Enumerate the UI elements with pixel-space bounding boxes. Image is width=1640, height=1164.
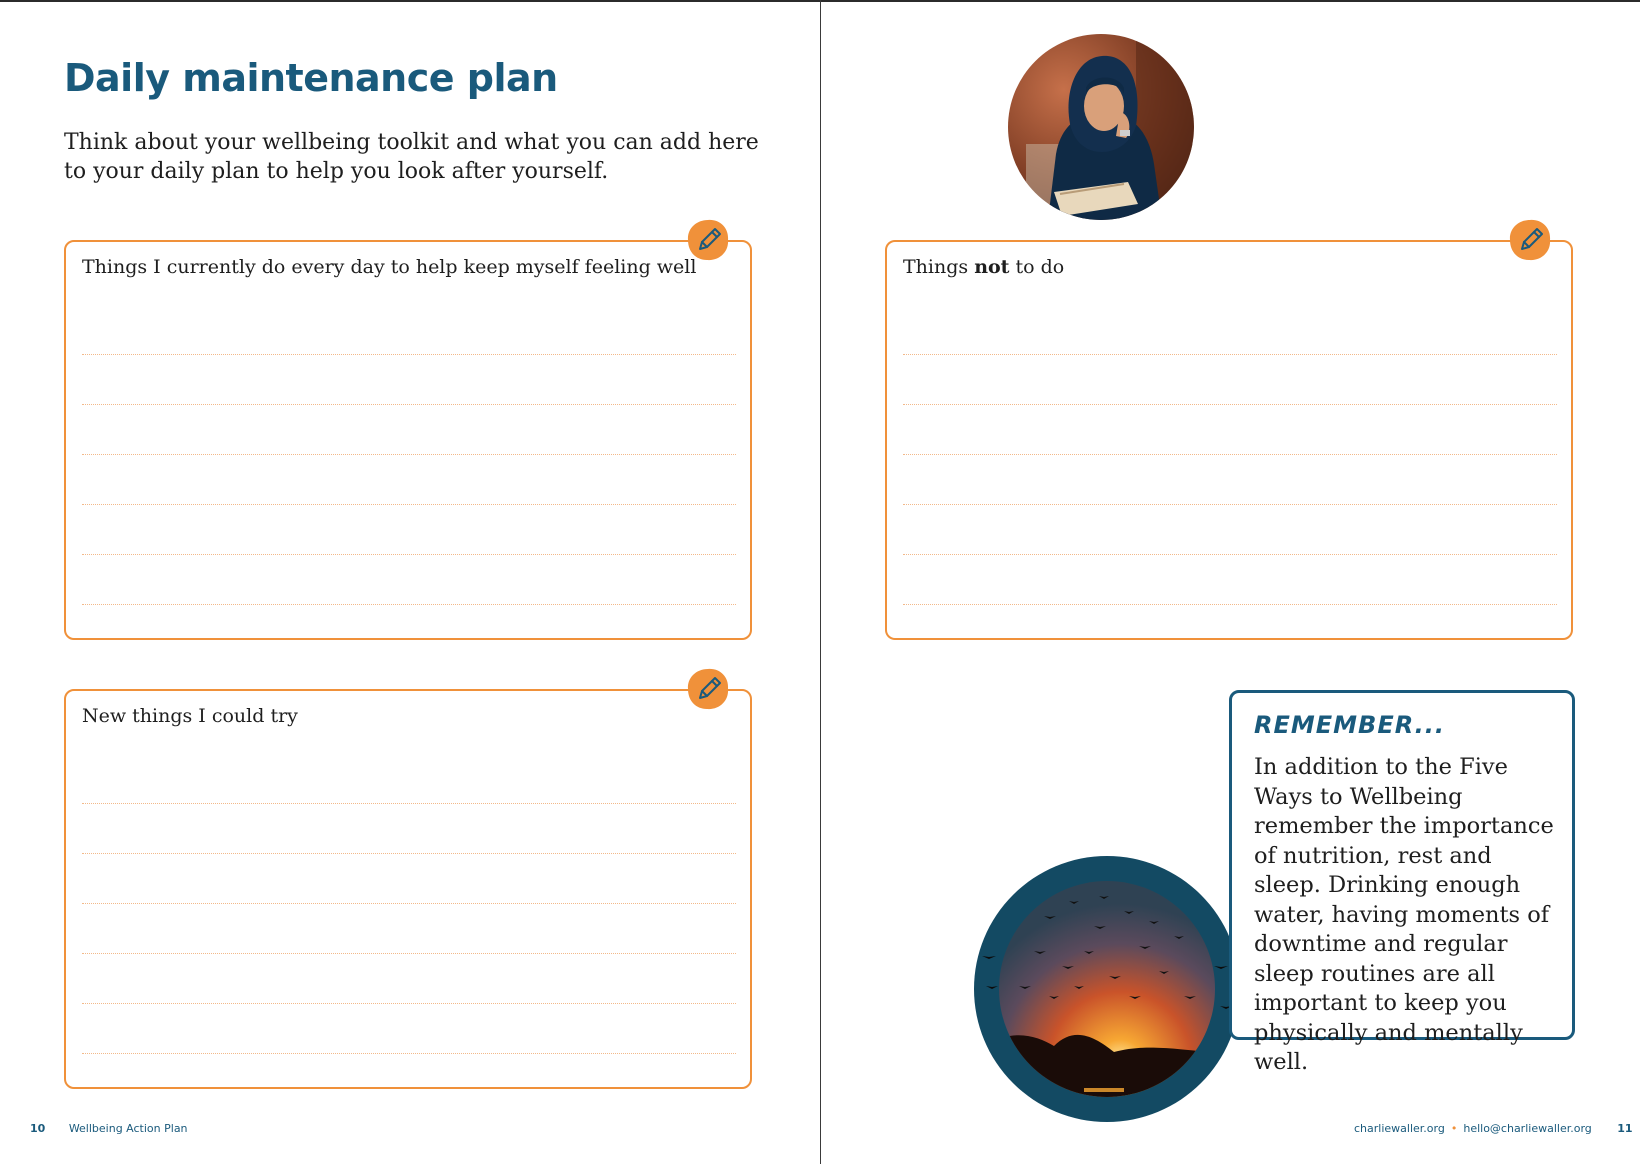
writing-line[interactable] [82, 354, 736, 355]
writing-line[interactable] [903, 504, 1557, 505]
separator-dot: • [1450, 1122, 1458, 1135]
email-link[interactable]: hello@charliewaller.org [1463, 1122, 1592, 1135]
current-habits-label: Things I currently do every day to help keep myself feeling well [82, 256, 697, 278]
writing-line[interactable] [82, 404, 736, 405]
writing-line[interactable] [903, 354, 1557, 355]
label-emphasis: not [974, 256, 1010, 278]
pencil-icon [686, 667, 730, 711]
writing-line[interactable] [82, 504, 736, 505]
page-spine [820, 0, 821, 1164]
label-part: to do [1009, 256, 1065, 278]
writing-line[interactable] [82, 803, 736, 804]
not-to-do-box[interactable] [885, 240, 1573, 640]
document-title: Wellbeing Action Plan [68, 1122, 188, 1135]
writing-line[interactable] [82, 604, 736, 605]
remember-callout [1229, 690, 1575, 1075]
not-to-do-label [903, 256, 1064, 278]
writing-line[interactable] [903, 554, 1557, 555]
new-things-box[interactable] [64, 689, 752, 1089]
current-habits-box[interactable] [64, 240, 752, 640]
label-part: Things [903, 256, 975, 278]
writing-line[interactable] [82, 1003, 736, 1004]
left-footer [30, 1122, 188, 1135]
sunset-birds-photo [974, 856, 1240, 1122]
remember-title: REMEMBER... [1254, 711, 1445, 739]
website-link[interactable]: charliewaller.org [1354, 1122, 1445, 1135]
writing-line[interactable] [82, 853, 736, 854]
writing-line[interactable] [903, 604, 1557, 605]
right-footer [1354, 1122, 1633, 1135]
reading-woman-photo [1008, 34, 1194, 220]
page-title: Daily maintenance plan [64, 56, 558, 100]
pencil-icon [686, 218, 730, 262]
intro-text: Think about your wellbeing toolkit and what you can add here to your daily plan to help you look after yourself. [64, 130, 759, 184]
writing-line[interactable] [903, 404, 1557, 405]
writing-line[interactable] [82, 454, 736, 455]
writing-line[interactable] [82, 903, 736, 904]
writing-line[interactable] [82, 953, 736, 954]
page-number: 10 [30, 1122, 46, 1135]
writing-line[interactable] [903, 454, 1557, 455]
pencil-icon [1508, 218, 1552, 262]
new-things-label: New things I could try [82, 705, 298, 727]
page-number: 11 [1617, 1122, 1633, 1135]
writing-line[interactable] [82, 1053, 736, 1054]
writing-line[interactable] [82, 554, 736, 555]
remember-text: In addition to the Five Ways to Wellbeing remember the importance of nutrition, rest and sleep. Drinking enough water, having moments of downtime and regular sleep routines are all important to keep you physically and mentally well. [1254, 754, 1554, 1075]
